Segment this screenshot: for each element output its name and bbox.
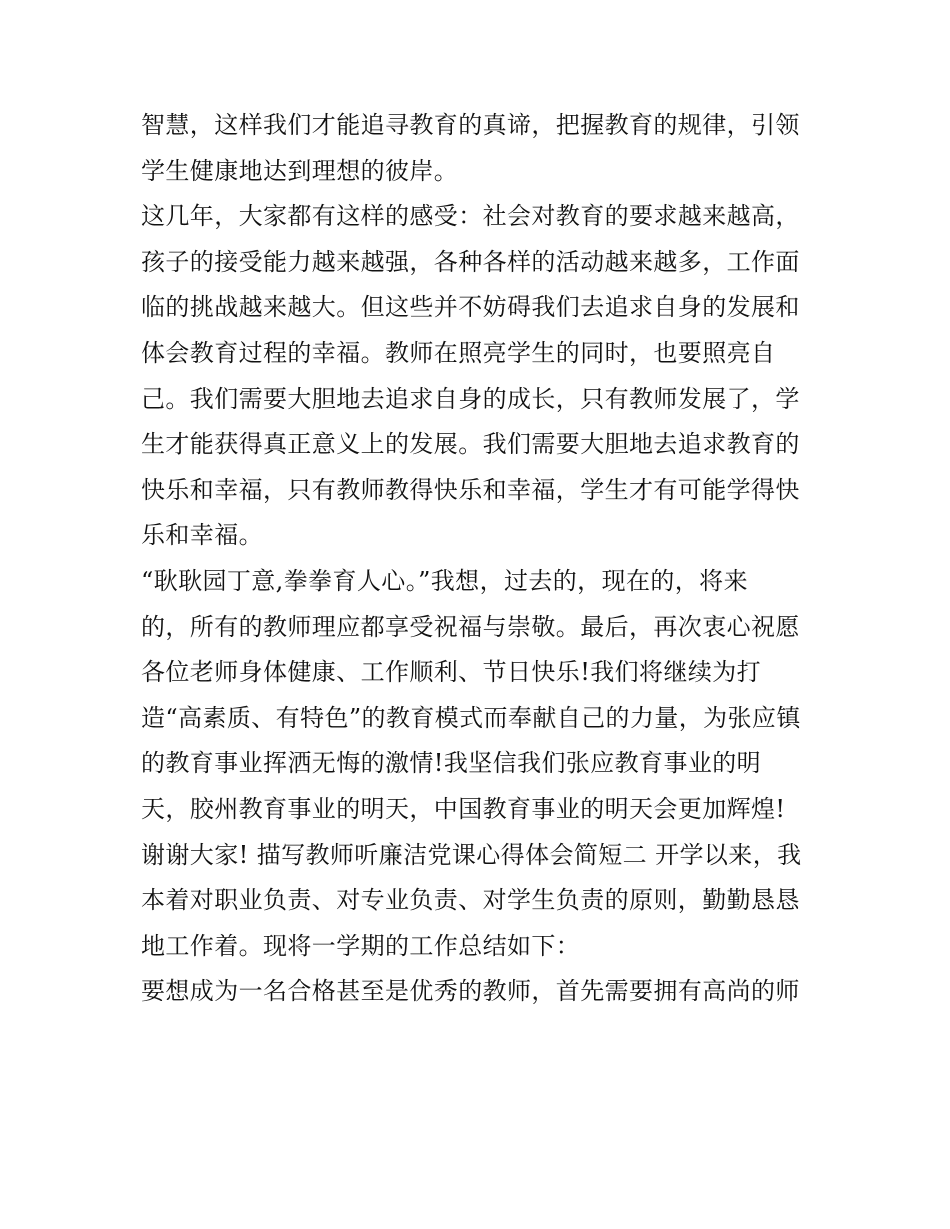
text-line: 这几年，大家都有这样的感受：社会对教育的要求越来越高， <box>141 202 800 231</box>
text-line: 生才能获得真正意义上的发展。我们需要大胆地去追求教育的 <box>141 430 800 459</box>
text-line: 孩子的接受能力越来越强，各种各样的活动越来越多，工作面 <box>141 247 800 276</box>
text-line: 的，所有的教师理应都享受祝福与崇敬。最后，再次衷心祝愿 <box>141 612 800 641</box>
text-line: 天，胶州教育事业的明天，中国教育事业的明天会更加辉煌! <box>141 794 786 823</box>
text-line: 智慧，这样我们才能追寻教育的真谛，把握教育的规律，引领 <box>141 111 800 139</box>
text-line: “耿耿园丁意,拳拳育人心。”我想，过去的，现在的，将来 <box>141 566 748 595</box>
text-line: 己。我们需要大胆地去追求自身的成长，只有教师发展了，学 <box>141 384 800 413</box>
text-line: 快乐和幸福，只有教师教得快乐和幸福，学生才有可能学得快 <box>141 475 800 504</box>
text-line: 体会教育过程的幸福。教师在照亮学生的同时，也要照亮自 <box>141 338 776 367</box>
text-line: 地工作着。现将一学期的工作总结如下： <box>141 931 581 960</box>
body-text <box>141 103 821 1015</box>
text-line: 谢谢大家! 描写教师听廉洁党课心得体会简短二 开学以来，我 <box>141 840 802 869</box>
text-line: 本着对职业负责、对专业负责、对学生负责的原则，勤勤恳恳 <box>141 886 800 915</box>
text-line: 学生健康地达到理想的彼岸。 <box>141 156 459 185</box>
text-line: 造“高素质、有特色”的教育模式而奉献自己的力量，为张应镇 <box>141 703 801 732</box>
text-line: 临的挑战越来越大。但这些并不妨碍我们去追求自身的发展和 <box>141 293 800 322</box>
text-line: 的教育事业挥洒无悔的激情!我坚信我们张应教育事业的明 <box>141 749 762 778</box>
text-line: 各位老师身体健康、工作顺利、节日快乐!我们将继续为打 <box>141 658 762 687</box>
text-line: 乐和幸福。 <box>141 521 263 550</box>
text-line: 要想成为一名合格甚至是优秀的教师，首先需要拥有高尚的师 <box>141 977 800 1006</box>
